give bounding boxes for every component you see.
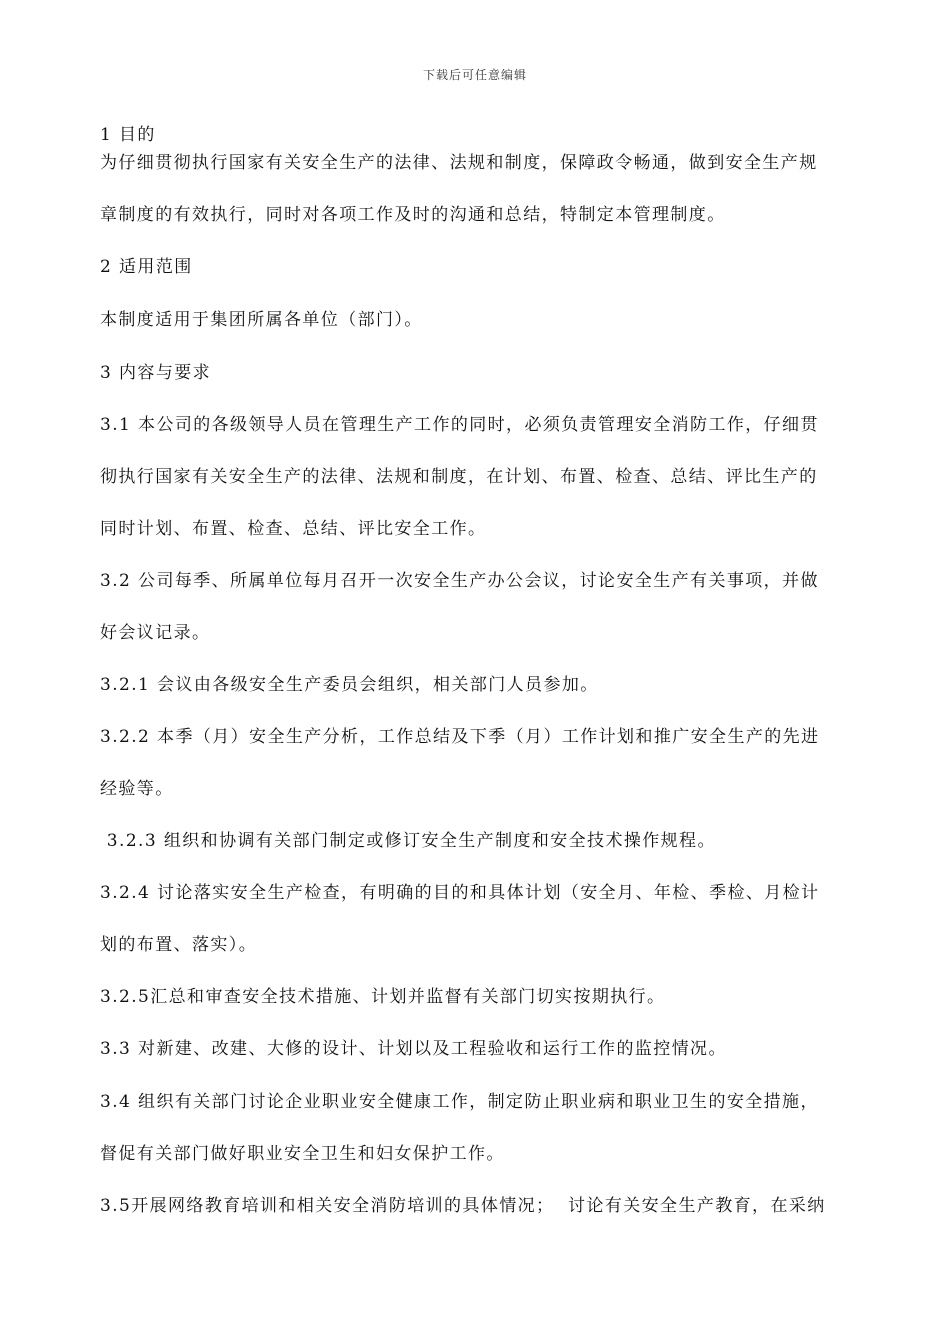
paragraph-line: 彻执行国家有关安全生产的法律、法规和制度，在计划、布置、检查、总结、评比生产的 — [100, 467, 818, 487]
paragraph-line: 为仔细贯彻执行国家有关安全生产的法律、法规和制度，保障政令畅通，做到安全生产规 — [100, 153, 818, 173]
paragraph-line: 3.2.2 本季（月）安全生产分析，工作总结及下季（月）工作计划和推广安全生产的先进 — [100, 727, 820, 747]
header-note: 下载后可任意编辑 — [422, 68, 527, 82]
paragraph-line: 章制度的有效执行，同时对各项工作及时的沟通和总结，特制定本管理制度。 — [100, 205, 726, 225]
paragraph-line: 经验等。 — [100, 779, 174, 799]
paragraph-line: 3.2.3 组织和协调有关部门制定或修订安全生产制度和安全技术操作规程。 — [100, 831, 716, 851]
section-heading-content: 3 内容与要求 — [100, 363, 212, 383]
paragraph-line: 好会议记录。 — [100, 623, 211, 643]
paragraph-line: 本制度适用于集团所属各单位（部门）。 — [100, 310, 423, 330]
paragraph-line: 3.2 公司每季、所属单位每月召开一次安全生产办公会议，讨论安全生产有关事项，并做 — [100, 571, 819, 591]
paragraph-line: 3.1 本公司的各级领导人员在管理生产工作的同时，必须负责管理安全消防工作，仔细贯 — [100, 415, 819, 435]
section-heading-scope: 2 适用范围 — [100, 257, 193, 277]
paragraph-line: 督促有关部门做好职业安全卫生和妇女保护工作。 — [100, 1144, 505, 1164]
paragraph-line: 3.2.5汇总和审查安全技术措施、计划并监督有关部门切实按期执行。 — [100, 987, 666, 1007]
paragraph-line: 3.2.4 讨论落实安全生产检查，有明确的目的和具体计划（安全月、年检、季检、月检计 — [100, 883, 820, 903]
paragraph-line: 3.3 对新建、改建、大修的设计、计划以及工程验收和运行工作的监控情况。 — [100, 1039, 727, 1059]
paragraph-line: 3.2.1 会议由各级安全生产委员会组织，相关部门人员参加。 — [100, 675, 599, 695]
paragraph-line: 同时计划、布置、检查、总结、评比安全工作。 — [100, 519, 487, 539]
paragraph-line: 3.4 组织有关部门讨论企业职业安全健康工作，制定防止职业病和职业卫生的安全措施， — [100, 1092, 819, 1112]
paragraph-line: 划的布置、落实）。 — [100, 935, 258, 955]
paragraph-line: 3.5开展网络教育培训和相关安全消防培训的具体情况； 讨论有关安全生产教育，在采纳 — [100, 1196, 826, 1216]
section-heading-purpose: 1 目的 — [100, 125, 156, 145]
